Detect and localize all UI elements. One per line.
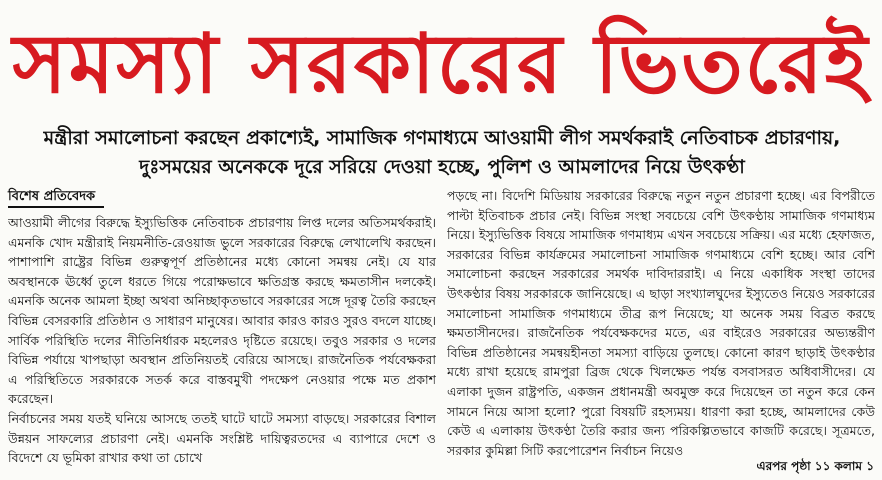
article-column-left bbox=[8, 213, 436, 477]
headline: সমস্যা সরকারের ভিতরেই bbox=[12, 17, 870, 112]
paragraph: নির্বাচনের সময় যতই ঘনিয়ে আসছে ততই ঘাটে ঘাটে সমস্যা বাড়ছে। সরকারের বিশাল উন্নয়ন সাফল্যের প্রচারণা নেই। এমনকি সংশ্লিষ্ট দায়িত্বরতদের এ ব্যাপারে দেশে ও বিদেশে যে ভূমিকা রাখার কথা তা চোখে bbox=[8, 410, 436, 466]
paragraph: পড়ছে না। বিদেশি মিডিয়ায় সরকারের বিরুদ্ধে নতুন নতুন প্রচারণা হচ্ছে। এর বিপরীতে পাল্টা ইতিবাচক প্রচার নেই। বিভিন্ন সংস্থা সবচেয়ে বেশি উৎকণ্ঠায় সামাজিক গণমাধ্যম নিয়ে। ইস্যুভিত্তিক বিষয়ে সামাজিক গণমাধ্যম এখন সবচেয়ে সক্রিয়। এর মধ্যে হেফাজত, সরকারের বিভিন্ন কার্যক্রমের সমালোচনা সামাজিক গণমাধ্যমে বেশি হচ্ছে। আর বেশি সমালোচনা করছেন সরকারের সমর্থক দাবিদাররাই। এ নিয়ে একাধিক সংস্থা তাদের উৎকণ্ঠার বিষয় সরকারকে জানিয়েছে। এ ছাড়া সংখ্যালঘুদের ইস্যুতেও নিয়েও সরকারের সমালোচনা সামাজিক গণমাধ্যমে তীব্র রূপ নিয়েছে; যা অনেক সময় বিব্রত করছে ক্ষমতাসীনদের। রাজনৈতিক পর্যবেক্ষকদের মতে, এর বাইরেও সরকারের অভ্যন্তরীণ বিভিন্ন প্রতিষ্ঠানের সমন্বয়হীনতা সমস্যা বাড়িয়ে তুলছে। কোনো কারণ ছাড়াই উৎকণ্ঠার মধ্যে রাখা হয়েছে রামপুরা ব্রিজ থেকে খিলক্ষেত পর্যন্ত বসবাসরত অধিবাসীদের। যে এলাকা দুজন রাষ্ট্রপতি, একজন প্রধানমন্ত্রী অবমুক্ত করে দিয়েছেন তা নতুন করে কেন সামনে নিয়ে আসা হলো? পুরো বিষয়টি রহস্যময়। ধারণা করা হচ্ছে, আমলাদের কেউ কেউ এ এলাকায় উৎকণ্ঠা তৈরি করার জন্য পরিকল্পিতভাবে কাজটি করেছে। সূত্রমতে, সরকার কুমিল্লা সিটি করপোরেশন নির্বাচন নিয়েও bbox=[447, 188, 875, 458]
continuation-note: এরপর পৃষ্ঠা ১১ কলাম ১ bbox=[751, 457, 874, 476]
byline: বিশেষ প্রতিবেদক bbox=[8, 188, 104, 208]
paragraph: আওয়ামী লীগের বিরুদ্ধে ইস্যুভিত্তিক নেতিবাচক প্রচারণায় লিপ্ত দলের অতিসমর্থকরাই। এমনকি খোদ মন্ত্রীরাই নিয়মনীতি-রেওয়াজ ভুলে সরকারের বিরুদ্ধে লেখালেখি করছেন। পাশাপাশি রাষ্ট্রের বিভিন্ন গুরুত্বপূর্ণ প্রতিষ্ঠানের মধ্যে কোনো সমন্বয় নেই। যে যার অবস্থানকে ঊর্ধ্বে তুলে ধরতে গিয়ে পরোক্ষভাবে ক্ষতিগ্রস্ত করছে ক্ষমতাসীন দলকেই। এমনকি অনেক আমলা ইচ্ছা অথবা অনিচ্ছাকৃতভাবে সরকারের সঙ্গে দূরত্ব তৈরি করছেন বিভিন্ন বেসরকারি প্রতিষ্ঠান ও সাধারণ মানুষের। আবার কারও কারও সুরও বদলে যাচ্ছে। সার্বিক পরিস্থিতি দলের নীতিনির্ধারক মহলেরও দৃষ্টিতে রয়েছে। তবুও সরকার ও দলের বিভিন্ন পর্যায়ে খাপছাড়া অবস্থান প্রতিনিয়তই বেরিয়ে আসছে। রাজনৈতিক পর্যবেক্ষকরা এ পরিস্থিতিতে সরকারকে সতর্ক করে বাস্তবমুখী পদক্ষেপ নেওয়ার পক্ষে মত প্রকাশ করেছেন। bbox=[8, 215, 436, 407]
article-column-right bbox=[447, 186, 875, 477]
subheadline: মন্ত্রীরা সমালোচনা করছেন প্রকাশ্যেই, সামাজিক গণমাধ্যমে আওয়ামী লীগ সমর্থকরাই নেতিবাচক প্রচারণায়, দুঃসময়ের অনেককে দূরে সরিয়ে দেওয়া হচ্ছে, পুলিশ ও আমলাদের নিয়ে উৎকণ্ঠা bbox=[43, 127, 841, 178]
